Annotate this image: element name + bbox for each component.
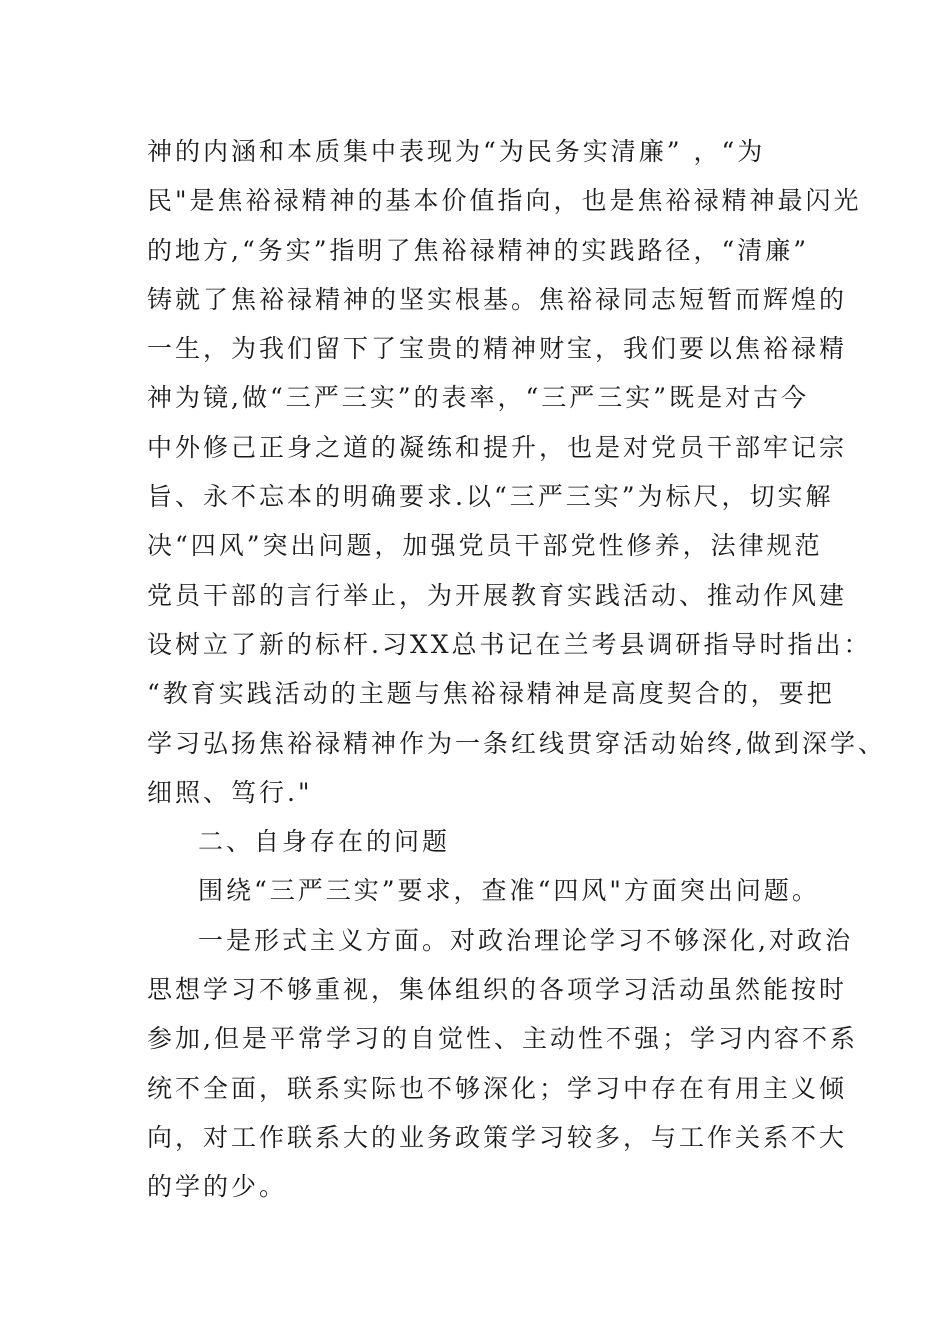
body-text — [147, 127, 886, 1212]
text-line: 二、自身存在的问题 — [198, 827, 451, 857]
text-line: 民"是焦裕禄精神的基本价值指向，也是焦裕禄精神最闪光 — [147, 186, 862, 216]
text-line: 的地方,“务实”指明了焦裕禄精神的实践路径，“清廉” — [147, 235, 810, 265]
text-line: 一生，为我们留下了宝贵的精神财宝，我们要以焦裕禄精 — [147, 334, 848, 364]
text-line: 党员干部的言行举止，为开展教育实践活动、推动作风建 — [147, 580, 848, 610]
text-line: 铸就了焦裕禄精神的坚实根基。焦裕禄同志短暂而辉煌的 — [147, 284, 848, 314]
text-line: 统不全面，联系实际也不够深化；学习中存在有用主义倾 — [147, 1073, 848, 1103]
text-line: 中外修己正身之道的凝练和提升，也是对党员干部牢记宗 — [147, 432, 848, 462]
text-line: 的学的少。 — [147, 1172, 288, 1202]
text-line: 旨、永不忘本的明确要求.以“三严三实”为标尺，切实解 — [147, 482, 834, 512]
text-line: 学习弘扬焦裕禄精神作为一条红线贯穿活动始终,做到深学、 — [147, 728, 886, 758]
text-line: 参加,但是平常学习的自觉性、主动性不强；学习内容不系 — [147, 1024, 858, 1054]
text-line: 决“四风”突出问题，加强党员干部党性修养，法律规范 — [147, 531, 823, 561]
text-line: 一是形式主义方面。对政治理论学习不够深化,对政治 — [198, 925, 853, 955]
text-line: 细照、笃行." — [147, 777, 313, 807]
text-line: 神的内涵和本质集中表现为“为民务实清廉” ，“为 — [147, 137, 766, 166]
text-line: 思想学习不够重视，集体组织的各项学习活动虽然能按时 — [147, 975, 848, 1005]
text-line: 设树立了新的标杆.习XX总书记在兰考县调研指导时指出： — [147, 629, 872, 659]
text-line: 围绕“三严三实”要求，查准“四风"方面突出问题。 — [198, 876, 820, 906]
text-line: 向，对工作联系大的业务政策学习较多，与工作关系不大 — [147, 1122, 848, 1152]
text-line: “教育实践活动的主题与焦裕禄精神是高度契合的，要把 — [147, 679, 835, 709]
text-line: 神为镜,做“三严三实”的表率，“三严三实”既是对古今 — [147, 383, 810, 413]
